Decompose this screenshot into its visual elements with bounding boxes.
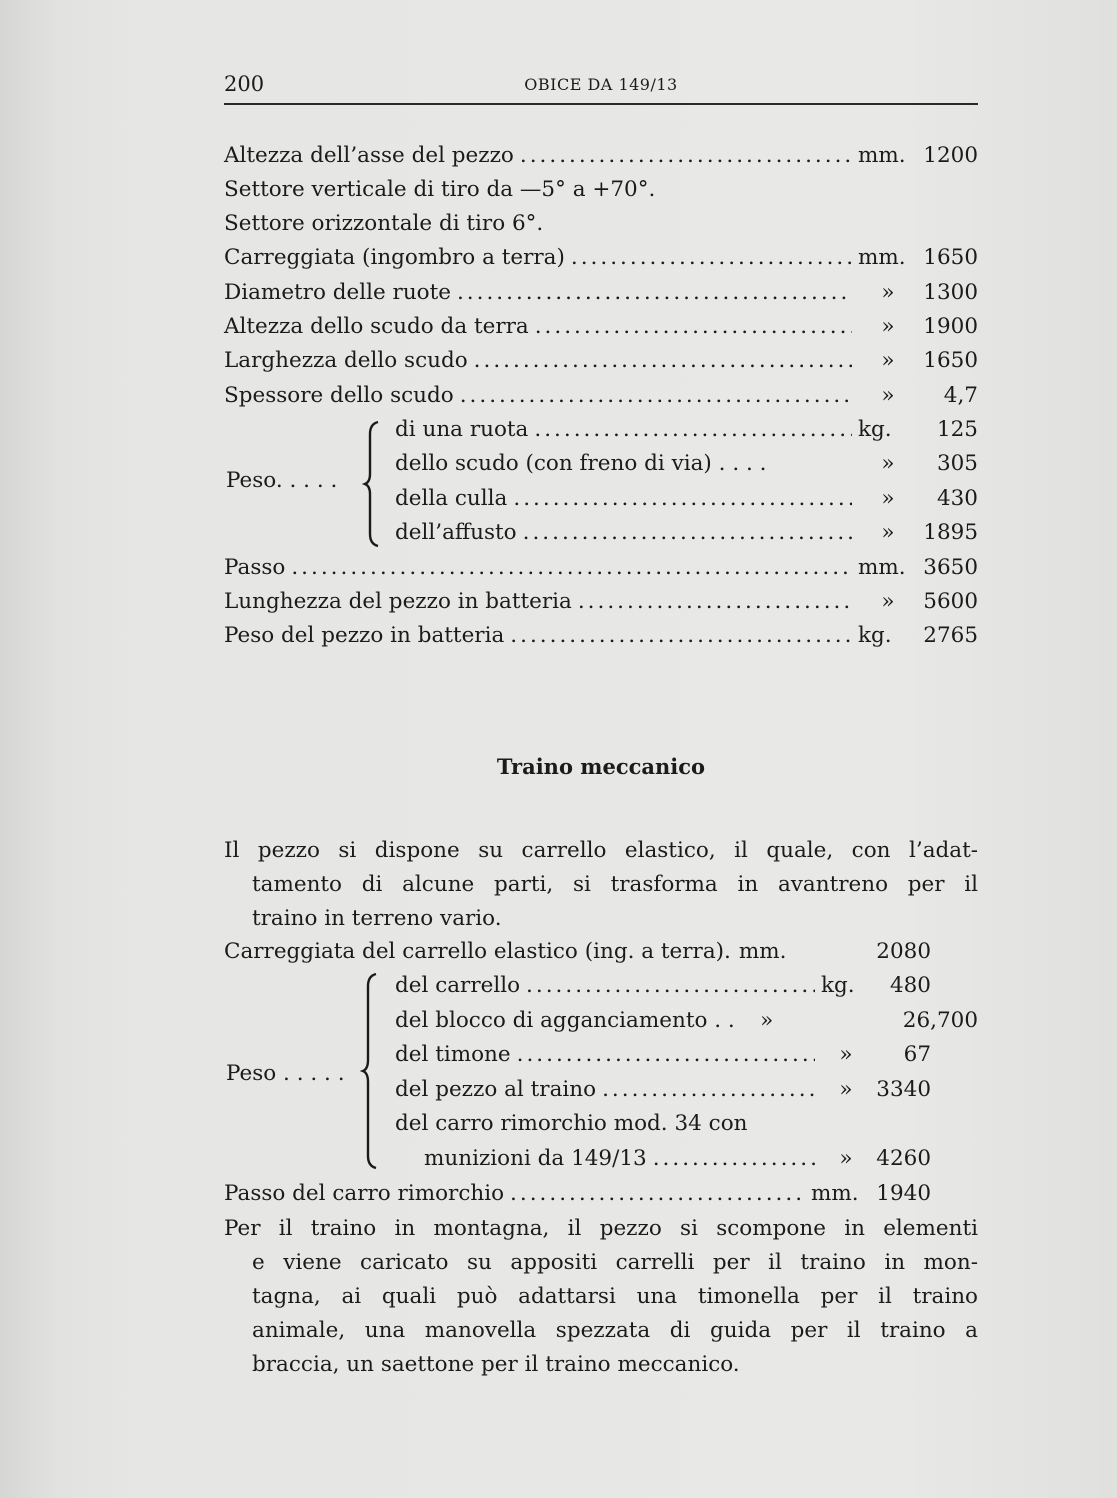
left-brace-icon (360, 972, 380, 1170)
peso-item: di una ruota ..... kg. 125 (395, 415, 978, 445)
spec-row: Passo del carro rimorchio ..... mm. 1940 (224, 1179, 931, 1209)
spec-row: Lunghezza del pezzo in batteria ..... » 5600 (224, 587, 978, 617)
text-line: Il pezzo si dispone su carrello elastico, il quale, con l’adat- (224, 838, 978, 863)
header-rule (224, 103, 978, 105)
peso-item: dell’affusto ..... » 1895 (395, 518, 978, 548)
spec-row: Larghezza dello scudo ..... » 1650 (224, 346, 978, 376)
spec-row: Carreggiata (ingombro a terra) ..... mm. 1650 (224, 243, 978, 273)
text-line: tagna, ai quali può adattarsi una timonella per il traino (252, 1284, 978, 1309)
paragraph (224, 1212, 978, 1382)
peso-item: del blocco di agganciamento . . » 26,700 (395, 1008, 978, 1033)
spec-text-row: Settore orizzontale di tiro 6°. (224, 211, 544, 236)
spec-row: Carreggiata del carrello elastico (ing. a terra). mm. 2080 (224, 939, 931, 964)
peso-item: del carrello ..... kg. 480 (395, 971, 931, 1001)
page-number: 200 (224, 72, 265, 96)
peso-label: Peso . . . . . (226, 1061, 345, 1086)
peso-item: del carro rimorchio mod. 34 con (395, 1111, 748, 1136)
peso-item: del timone ..... » 67 (395, 1040, 931, 1070)
paragraph (224, 834, 978, 936)
peso-item: munizioni da 149/13 ..... » 4260 (424, 1144, 931, 1174)
running-head: OBICE DA 149/13 (524, 75, 678, 94)
peso-item: della culla ..... » 430 (395, 484, 978, 514)
text-line: e viene caricato su appositi carrelli per il traino in mon- (252, 1250, 978, 1275)
spec-row: Altezza dell’asse del pezzo ..... mm. 1200 (224, 141, 978, 171)
left-brace-icon (362, 420, 382, 548)
spec-row: Spessore dello scudo ..... » 4,7 (224, 381, 978, 411)
spec-text-row: Settore verticale di tiro da —5° a +70°. (224, 177, 656, 202)
peso-label: Peso. . . . . (226, 468, 338, 493)
text-line: tamento di alcune parti, si trasforma in avantreno per il (252, 872, 978, 897)
spec-row: Peso del pezzo in batteria ..... kg. 2765 (224, 621, 978, 651)
spec-row: Altezza dello scudo da terra ..... » 1900 (224, 312, 978, 342)
spec-row: Diametro delle ruote ..... » 1300 (224, 278, 978, 308)
text-line: Per il traino in montagna, il pezzo si scompone in elementi (224, 1216, 978, 1241)
spec-row: Passo ..... mm. 3650 (224, 553, 978, 583)
page-header (224, 72, 978, 102)
text-line: braccia, un saettone per il traino meccanico. (252, 1352, 740, 1377)
section-title: Traino meccanico (496, 754, 706, 779)
peso-item: dello scudo (con freno di via) . . . . » 305 (395, 451, 978, 476)
text-line: traino in terreno vario. (252, 906, 502, 931)
text-line: animale, una manovella spezzata di guida per il traino a (252, 1318, 978, 1343)
peso-item: del pezzo al traino ..... » 3340 (395, 1075, 931, 1105)
